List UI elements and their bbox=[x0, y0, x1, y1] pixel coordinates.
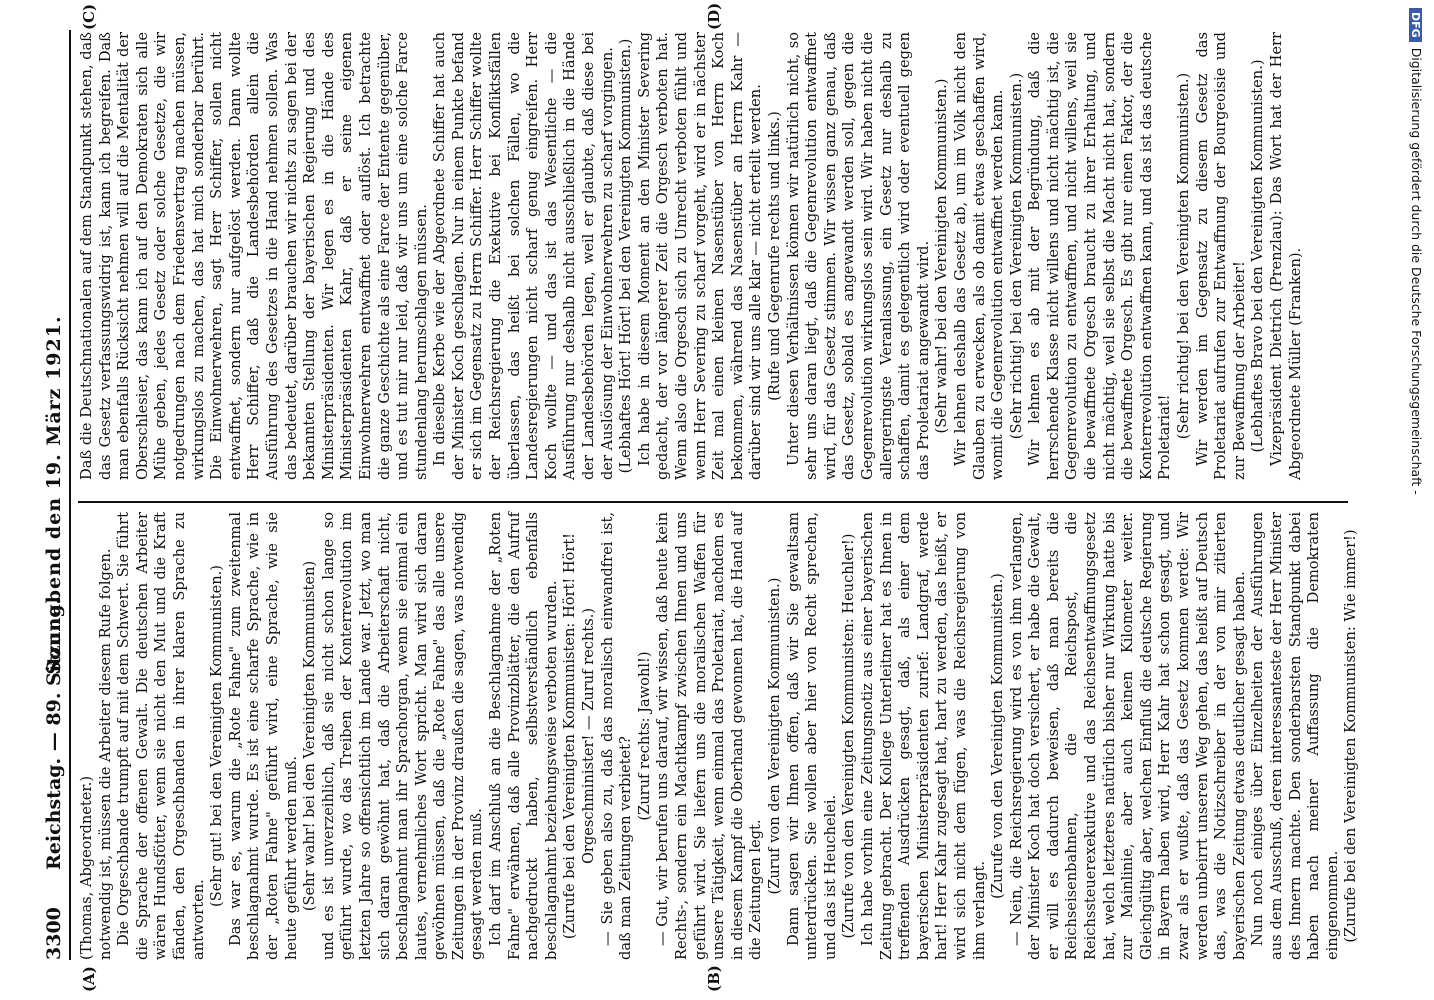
text-column-right bbox=[78, 32, 1348, 480]
interjection: (Rufe und Gegenrufe rechts und links.) bbox=[765, 111, 783, 401]
interjection: (Zurufe von den Vereinigten Kommunisten.) bbox=[989, 573, 1007, 899]
dfg-digitization-stamp bbox=[1410, 8, 1428, 708]
speaker-label: (Thomas, Abgeordneter.) bbox=[78, 775, 95, 960]
interjection: (Lebhaftes Hört! Hört! bei den Vereinigten Kommunisten.) bbox=[617, 38, 635, 474]
margin-marker-c: (C) bbox=[80, 3, 98, 30]
paragraph: Die Orgeschbande trumpft auf mit dem Schwert. Sie führt die Sprache der offenen Gewalt. Die deutschen Arbeiter wären Hundsfötter, wenn sie nicht den Mut und die Kraft fänden, den Orgeschbanden in ihrer klaren Sprache zu antworten. bbox=[115, 512, 207, 960]
paragraph: — Nein, die Reichsregierung wird es von ihm verlangen, der Minister Koch hat doch versichert, er habe die Gewalt, er will es dadurch beweisen, daß man bereits die Reichseisenbahnen, die Reichspost, die Reichssteuerexekutive und das Reichsentwaffnungsgesetz hat, welch letzteres natürlich bisher nur Wirkung hatte bis zur Mainlinie, aber auch keinen Kilometer weiter. Gleichgültig aber, welchen Einfluß die deutsche Regierung in Bayern haben wird, Herr Kahr hat schon gesagt, und zwar als er wußte, daß das Gesetz kommen werde: Wir werden unbeirrt unseren Weg gehen, das heißt auf Deutsch das, was die Notizschreiber in der von mir zitierten bayerischen Zeitung etwas deutlicher gesagt haben. bbox=[1007, 512, 1248, 960]
header-session: Reichstag. — 89. Sitzung. bbox=[43, 597, 65, 870]
paragraph: In dieselbe Kerbe wie der Abgeordnete Schiffer hat auch der Minister Koch geschlagen. Nur in einem Punkte befand er sich im Gegensatz zu Herrn Schiffer. Herr Schiffer wollte der Reichsregierung die Exekutive bei Konfliktsfällen überlassen, das heißt bei solchen Fällen, wo die Landesregierungen nicht scharf genug eingreifen. Herr Koch wollte — und das ist das Wesentliche — die Ausführung nur deshalb nicht ausschließlich in die Hände der Landesbehörden legen, weil er glaubte, daß diese bei der Auslösung der Einwohnerwehren zu scharf vorgingen. bbox=[431, 32, 616, 480]
paragraph: Ich darf im Anschluß an die Beschlagnahme der „Roten Fahne" erwähnen, daß alle Provinzblätter, die den Aufruf nachgedruckt haben, selbstverständlich ebenfalls beschlagnahmt beziehungsweise verboten wurden. bbox=[487, 512, 560, 960]
paragraph: Wir lehnen deshalb das Gesetz ab, um im Volk nicht den Glauben zu erwecken, als ob damit etwas geschaffen wird, womit die Gegenrevolution entwaffnet werden kann. bbox=[951, 32, 1007, 480]
page-header bbox=[35, 30, 71, 960]
paragraph: Dann sagen wir Ihnen offen, daß wir Sie gewaltsam unterdrücken. Sie wollen aber hier von Recht sprechen, und das ist Heuchelei. bbox=[784, 512, 839, 960]
header-date: Sonnabend den 19. März 1921. bbox=[43, 315, 65, 675]
interjection: (Sehr gut! bei den Vereinigten Kommunisten.) bbox=[208, 565, 226, 907]
paragraph: Nun noch einiges über Einzelheiten der Ausführungen aus dem Ausschuß, deren interessanteste der Herr Minister des Innern machte. Den sonderbarsten Standpunkt dabei haben nach meiner Auffassung die Demokraten eingenommen. bbox=[1249, 512, 1341, 960]
interjection: (Sehr wahr! bei den Vereinigten Kommunisten) bbox=[301, 560, 319, 912]
paragraph: Wir lehnen es ab mit der Begründung, daß die herrschende Klasse nicht willens und nicht mächtig ist, die Gegenrevolution zu entwaffnen, und nicht willens, weil sie die bewaffnete Orgesch braucht zu ihrer Erhaltung, und nicht mächtig, weil sie selbst die Macht nicht hat, sondern die bewaffnete Orgesch. Es gibt nur einen Faktor, der die Konterrevolution entwaffnen kann, und das ist das deutsche Proletariat! bbox=[1026, 32, 1174, 480]
dfg-credit-text: Digitalisierung gefördert durch die Deutsche Forschungsgemeinschaft - bbox=[1409, 47, 1424, 495]
text-column-left bbox=[78, 512, 1360, 960]
paragraph: Ich habe vorhin eine Zeitungsnotiz aus einer bayerischen Zeitung gebracht. Der Kollege Unterleitner hat es Ihnen in treffenden Ausdrücken gesagt, daß, als einer dem bayerischen Ministerpräsidenten zurief: Landgraf, werde hart! Herr Kahr zugesagt hat, hart zu werden, das heißt, er wird sich nicht dem fügen, was die Reichsregierung von ihm verlangt. bbox=[858, 512, 988, 960]
paragraph: Ich habe in diesem Moment an den Minister Severing gedacht, der vor längerer Zeit die Orgesch verboten hat. Wenn also die Orgesch sich zu Unrecht verboten fühlt und wenn Herr Severing zu scharf vorgeht, wird er in nächster Zeit mal einen kleinen Nasenstüber von Herrn Koch bekommen, während das Nasenstüber an Herrn Kahr — darüber sind wir uns alle klar — nicht erteilt werden. bbox=[635, 32, 765, 480]
interjection: (Sehr wahr! bei den Vereinigten Kommunisten.) bbox=[933, 78, 951, 434]
interjection: (Zurufe bei den Vereinigten Kommunisten: Wie immer!) bbox=[1342, 529, 1360, 943]
paragraph: Vizepräsident Dietrich (Prenzlau): Das Wort hat der Herr Abgeordnete Müller (Franken). bbox=[1268, 32, 1304, 480]
paragraph: Wir werden im Gegensatz zu diesem Gesetz das Proletariat aufrufen zur Entwaffnung der Bourgeoisie und zur Bewaffnung der Arbeiter! bbox=[1193, 32, 1248, 480]
margin-marker-d: (D) bbox=[705, 2, 723, 30]
margin-marker-b: (B) bbox=[705, 965, 723, 992]
interjection: (Zurufe bei den Vereinigten Kommunisten: Hört! Hört! Orgeschminister! — Zuruf rechts.) bbox=[561, 532, 598, 940]
paragraph: Daß die Deutschnationalen auf dem Standpunkt stehen, daß das Gesetz verfassungswidrig ist, kann ich begreifen. Daß man ebenfalls Rücksicht nehmen will auf die Mentalität der Oberschlesier, das kann ich auf den Demokraten sich alle Mühe geben, jedes Gesetz oder solche Gesetze, die wir notgedrungen nach dem Friedensvertrag machen müssen, wirkungslos zu machen, das hat mich sonderbar berührt. Die Einwohnerwehren, sagt Herr Schiffer, sollen nicht entwaffnet, sondern nur aufgelöst werden. Dann wollte Herr Schiffer, daß die Landesbehörden allein die Ausführung des Gesetzes in die Hand nehmen sollen. Was das bedeutet, darüber brauchen wir nichts zu sagen bei der bekannten Stellung der bayerischen Regierung und des Ministerpräsidenten. Wir legen es in die Hände des Ministerpräsidenten Kahr, daß er seine eigenen Einwohnerwehren entwaffnet oder auflöst. Ich betrachte die ganze Geschichte als eine Farce der Entente gegenüber, und es tut mir nur leid, daß wir uns um eine solche Farce stundenlang herumschlagen müssen. bbox=[78, 32, 430, 480]
interjection: (Sehr richtig! bei den Vereinigten Kommunisten.) bbox=[1007, 72, 1025, 440]
interjection: (Sehr richtig! bei den Vereinigten Kommunisten.) bbox=[1175, 72, 1193, 440]
interjection: (Lebhaftes Bravo bei den Vereinigten Kommunisten.) bbox=[1249, 59, 1267, 453]
paragraph: notwendig ist, müssen die Arbeiter diesem Rufe folgen. bbox=[96, 548, 114, 960]
margin-marker-a: (A) bbox=[80, 966, 98, 992]
dfg-logo: DFG bbox=[1409, 8, 1422, 42]
paragraph: — Sie geben also zu, daß das moralisch einwandfrei ist, daß man Zeitungen verbietet? bbox=[598, 512, 635, 960]
interjection: (Zuruf von den Vereinigten Kommunisten.) bbox=[765, 577, 783, 895]
paragraph: Unter diesen Verhältnissen können wir natürlich nicht, so sehr uns daran liegt, daß die Gegenrevolution entwaffnet wird, für das Gesetz stimmen. Wir wissen ganz genau, daß das Gesetz, sobald es angewandt werden soll, gegen die Gegenrevolution wirkungslos sein wird. Wir haben nicht die allergeringste Veranlassung, ein Gesetz nur deshalb zu schaffen, damit es gelegentlich wird oder eventuell gegen das Proletariat angewandt wird. bbox=[784, 32, 932, 480]
interjection: (Zurufe von den Vereinigten Kommunisten: Heuchler!) bbox=[840, 533, 858, 939]
paragraph: und es ist unverzeihlich, daß sie nicht schon lange so geführt wurde, wo das Treiben der Konterrevolution im letzten Jahre so offensichtlich im Lande war. Jetzt, wo man sich daran gewöhnt hat, daß die Arbeiterschaft nicht, beschlagnahmt man ihr Sprachorgan, wenn sie einmal ein lautes, vernehmliches Wort spricht. Man wird sich daran gewöhnen müssen, daß die „Rote Fahne" das alle unsere Zeitungen in der Provinz draußen die sagen, was notwendig gesagt werden muß. bbox=[319, 512, 486, 960]
interjection: (Zuruf rechts: Jawohl!) bbox=[635, 651, 653, 821]
column-divider bbox=[78, 501, 1348, 503]
paragraph: — Gut, wir berufen uns darauf, wir wissen, daß heute kein Rechts-, sondern ein Machtkampf zwischen Ihnen und uns geführt wird. Sie liefern uns die moralischen Waffen für unsere Tätigkeit, wenn einmal das Proletariat, nachdem es in diesem Kampf die Oberhand gewonnen hat, die Hand auf die Zeitungen legt. bbox=[654, 512, 765, 960]
page-number: 3300 bbox=[43, 907, 65, 960]
paragraph: Das war es, warum die „Rote Fahne" zum zweitenmal beschlagnahmt wurde. Es ist eine scharfe Sprache, wie in der „Roten Fahne" geführt wird, eine Sprache, wie sie heute geführt werden muß. bbox=[226, 512, 300, 960]
